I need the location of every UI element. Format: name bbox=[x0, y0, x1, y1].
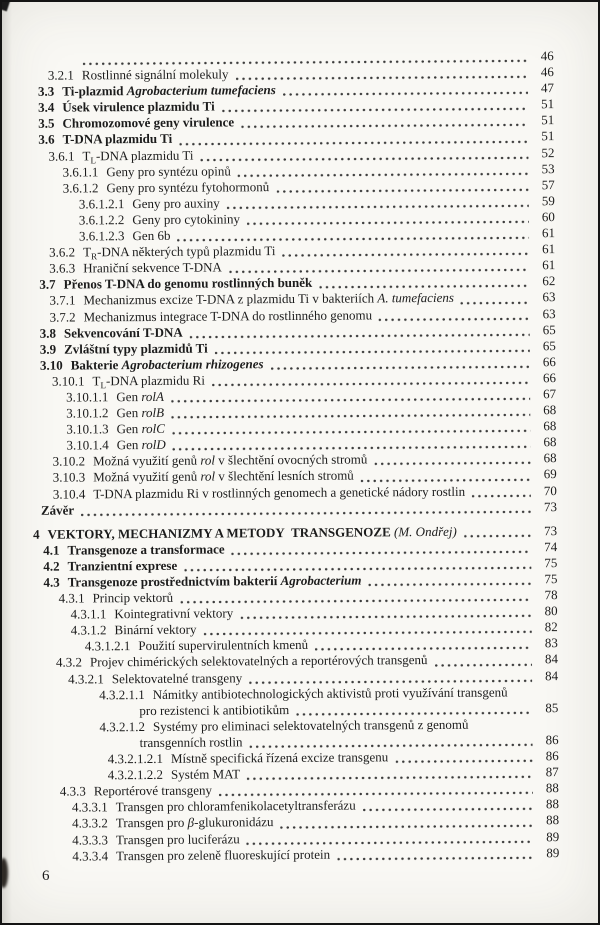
label-segment: Použití supervirulentních kmenů bbox=[138, 637, 309, 654]
label-segment: Systémy pro eliminaci selektovatelných transgenů z genomů bbox=[152, 716, 469, 734]
dot-leader bbox=[337, 856, 533, 860]
entry-label bbox=[116, 846, 330, 864]
entry-label bbox=[140, 734, 243, 751]
page-number: 83 bbox=[544, 635, 558, 651]
entry-number: 3.7 bbox=[39, 276, 56, 293]
page-number: 68 bbox=[543, 434, 557, 450]
label-segment: -DNA plazmidu Ri bbox=[105, 372, 205, 389]
entry-label bbox=[83, 243, 275, 260]
entry-label bbox=[48, 524, 457, 543]
entry-label bbox=[83, 290, 454, 309]
label-segment: Zvláštní typy plazmidů Ti bbox=[64, 340, 208, 357]
entry-number: 3.4 bbox=[38, 99, 55, 116]
page-number: 65 bbox=[542, 321, 556, 337]
page-number: 68 bbox=[543, 418, 557, 434]
entry-label bbox=[64, 324, 183, 341]
dot-leader bbox=[281, 824, 534, 829]
label-segment: Geny pro auxiny bbox=[132, 195, 220, 211]
label-segment: Geny pro syntézu fytohormonů bbox=[106, 178, 270, 196]
entry-number: 3.2.1 bbox=[47, 67, 74, 83]
label-segment: Možná využití genů bbox=[93, 469, 201, 485]
label-segment: v šlechtění ovocných stromů bbox=[214, 451, 368, 468]
entry-number: 3.6 bbox=[38, 132, 55, 148]
dot-leader bbox=[435, 663, 533, 667]
scan-corner-artifact bbox=[0, 0, 11, 11]
dot-leader bbox=[464, 534, 531, 537]
label-segment: Hraniční sekvence T-DNA bbox=[83, 259, 222, 276]
entry-label bbox=[139, 702, 289, 719]
entry-number: 4.3.1.1 bbox=[70, 606, 107, 622]
entry-label bbox=[132, 228, 170, 244]
label-segment: Princip vektorů bbox=[92, 589, 174, 606]
label-segment: L bbox=[90, 154, 96, 165]
entry-label bbox=[82, 147, 193, 164]
entry-label bbox=[64, 340, 208, 357]
entry-label bbox=[116, 831, 240, 848]
label-segment: Mechanizmus excize T-DNA z plazmidu Ti v bakteriích bbox=[83, 290, 378, 308]
entry-label bbox=[90, 653, 428, 671]
entry-label bbox=[116, 389, 164, 405]
label-segment: Transgenoze a transformace bbox=[67, 541, 225, 558]
label-segment: rolC bbox=[141, 421, 165, 437]
label-segment: R bbox=[91, 251, 98, 262]
toc-list bbox=[0, 48, 559, 865]
label-segment: T bbox=[92, 373, 101, 389]
page-number: 86 bbox=[545, 748, 559, 764]
dot-leader bbox=[374, 462, 530, 466]
label-segment: Transgen pro luciferázu bbox=[115, 830, 240, 847]
label-segment: Agrobacterium bbox=[280, 572, 362, 589]
entry-number: 4.3.2.1.1 bbox=[99, 686, 145, 702]
label-segment: Projev chimérických selektovatelných a reportérových transgenů bbox=[89, 652, 428, 670]
page-number: 67 bbox=[543, 386, 557, 402]
entry-number: 4.3.3.2 bbox=[72, 815, 108, 831]
label-segment: Transgen pro bbox=[115, 815, 188, 831]
label-segment: rol bbox=[200, 452, 216, 468]
dot-leader bbox=[395, 759, 532, 763]
label-segment: rolA bbox=[141, 388, 165, 404]
page-number: 62 bbox=[542, 273, 556, 289]
page-number: 65 bbox=[542, 337, 556, 353]
dot-leader bbox=[283, 253, 530, 258]
label-segment: T-DNA plazmidu Ti bbox=[62, 131, 173, 148]
entry-number: 4.3.3.1 bbox=[71, 799, 108, 815]
entry-label bbox=[116, 798, 356, 816]
page-number: 61 bbox=[541, 225, 556, 241]
entry-number: 4.3.2.1 bbox=[68, 670, 104, 687]
entry-number: 4.3 bbox=[43, 574, 60, 590]
label-segment: VEKTORY, MECHANIZMY A METODY TRANSGENOZE bbox=[47, 523, 395, 542]
entry-label bbox=[132, 211, 240, 228]
label-segment: Selektovatelné transgeny bbox=[111, 669, 243, 686]
page-number: 85 bbox=[545, 699, 559, 715]
entry-number: 3.8 bbox=[39, 325, 56, 341]
label-segment: rolB bbox=[141, 404, 165, 421]
entry-label bbox=[116, 405, 164, 421]
entry-number: 3.7.2 bbox=[49, 308, 76, 325]
entry-label bbox=[67, 541, 224, 558]
entry-label bbox=[62, 82, 276, 100]
entry-label bbox=[117, 421, 165, 437]
page-number: 46 bbox=[540, 48, 554, 64]
page-number: 88 bbox=[545, 796, 560, 812]
page-number: 68 bbox=[543, 402, 557, 418]
entry-number: 3.7.1 bbox=[49, 292, 76, 309]
entry-label bbox=[82, 67, 229, 84]
entry-number: 4.3.3.4 bbox=[72, 847, 109, 864]
label-segment: Přenos T-DNA do genomu rostlinných buněk bbox=[63, 275, 313, 292]
entry-number: 3.6.3 bbox=[49, 260, 76, 276]
entry-label bbox=[138, 637, 308, 654]
label-segment: Agrobacterium rhizogenes bbox=[121, 355, 264, 372]
page-number: 51 bbox=[541, 128, 555, 144]
dot-leader bbox=[472, 494, 531, 497]
label-segment: T bbox=[83, 244, 92, 260]
label-segment: Binární vektory bbox=[114, 621, 197, 638]
page-number: 74 bbox=[544, 538, 558, 555]
dot-leader bbox=[249, 743, 532, 748]
entry-label bbox=[117, 437, 166, 453]
label-segment: pro rezistenci k antibiotikům bbox=[139, 701, 290, 718]
entry-number: 3.6.2 bbox=[49, 244, 76, 260]
label-segment: Reportérové transgeny bbox=[93, 782, 212, 799]
label-segment: Systém MAT bbox=[170, 766, 241, 782]
page-number: 78 bbox=[544, 587, 558, 603]
label-segment: Ti-plazmid bbox=[62, 83, 127, 99]
entry-number: 4.3.2.1.2 bbox=[99, 718, 145, 735]
entry-number: 3.10.2 bbox=[52, 453, 86, 469]
entry-number: 3.10.1.1 bbox=[66, 389, 109, 405]
entry-number: 3.6.1.2.1 bbox=[78, 195, 125, 212]
entry-label bbox=[68, 558, 178, 575]
entry-label bbox=[112, 670, 242, 687]
page-number: 47 bbox=[540, 80, 555, 96]
entry-number: 4.3.1.2 bbox=[70, 622, 107, 638]
page-number: 88 bbox=[545, 780, 559, 796]
entry-number: 4 bbox=[33, 526, 40, 542]
page-number: 63 bbox=[542, 289, 556, 305]
label-segment: Možná využití genů bbox=[93, 452, 201, 469]
entry-number: 3.10.1.3 bbox=[66, 421, 109, 437]
dot-leader bbox=[276, 188, 528, 193]
entry-number: 3.10 bbox=[39, 357, 63, 373]
entry-number: 4.3.1.2.1 bbox=[84, 638, 131, 654]
dot-leader bbox=[319, 285, 529, 289]
entry-number: 3.6.1.2.3 bbox=[78, 228, 125, 244]
entry-number: 3.10.1 bbox=[51, 373, 85, 389]
entry-label bbox=[93, 468, 354, 486]
entry-number: 3.10.3 bbox=[52, 469, 86, 486]
entry-label bbox=[93, 452, 367, 470]
page-number: 61 bbox=[542, 257, 556, 273]
entry-label bbox=[62, 115, 234, 132]
label-segment: T-DNA plazmidu Ri v rostlinných genomech a genetické nádory rostlin bbox=[93, 483, 466, 501]
label-segment: Mechanizmus integrace T-DNA do rostlinného genomu bbox=[83, 306, 373, 324]
dot-leader bbox=[241, 124, 528, 129]
page-number: 75 bbox=[544, 571, 558, 587]
label-segment: Závěr bbox=[40, 502, 75, 518]
entry-label bbox=[106, 179, 269, 196]
entry-label bbox=[62, 99, 214, 116]
entry-number: 4.3.1 bbox=[58, 590, 85, 606]
page-number: 84 bbox=[545, 667, 559, 683]
entry-number: 3.10.4 bbox=[52, 485, 86, 502]
entry-number: 3.6.1.2.2 bbox=[78, 212, 125, 228]
entry-number: 4.3.3 bbox=[59, 783, 86, 799]
entry-label bbox=[153, 717, 469, 735]
entry-label bbox=[64, 275, 313, 293]
entry-number: 3.10.1.2 bbox=[66, 405, 109, 421]
page-number: 51 bbox=[541, 112, 555, 128]
entry-number: 3.3 bbox=[37, 83, 55, 99]
page-number: 86 bbox=[545, 732, 559, 748]
page-number: 89 bbox=[546, 828, 560, 844]
page-number: 69 bbox=[543, 466, 557, 482]
page-number: 52 bbox=[541, 144, 555, 160]
dot-leader bbox=[247, 776, 533, 781]
label-segment: A. tumefaciens bbox=[377, 290, 454, 306]
label-segment: Gen 6b bbox=[132, 227, 171, 244]
page-number: 66 bbox=[542, 370, 557, 386]
label-segment: Sekvencování T-DNA bbox=[63, 324, 183, 341]
entry-label bbox=[93, 483, 465, 502]
dot-leader bbox=[236, 76, 528, 81]
entry-number: 3.6.1.2 bbox=[62, 180, 99, 196]
label-segment: Transgen pro chloramfenikolacetyltransferázu bbox=[115, 797, 356, 815]
label-segment: -DNA plazmidu Ti bbox=[95, 147, 194, 163]
toc-entry bbox=[5, 845, 559, 865]
entry-label bbox=[92, 372, 205, 389]
entry-number: 3.10.1.4 bbox=[66, 437, 109, 453]
label-segment: Námitky antibiotechnologických aktivistů proti využívání transgenů bbox=[152, 684, 508, 702]
page-number: 73 bbox=[544, 522, 558, 538]
label-segment: Místně specifická řízená excize transgenu bbox=[170, 749, 389, 766]
page-number: 51 bbox=[541, 96, 555, 112]
entry-label bbox=[63, 131, 173, 148]
dot-leader bbox=[283, 92, 528, 97]
dot-leader bbox=[369, 582, 532, 586]
dot-leader bbox=[379, 317, 530, 321]
label-segment: (M. Ondřej) bbox=[393, 523, 457, 539]
dot-leader bbox=[271, 365, 530, 370]
entry-label bbox=[132, 195, 219, 212]
dot-leader bbox=[247, 220, 529, 225]
entry-label bbox=[68, 572, 362, 590]
page-number: 75 bbox=[544, 555, 558, 571]
dot-leader bbox=[238, 172, 529, 177]
label-segment: Gen bbox=[116, 437, 142, 453]
label-segment: rolD bbox=[141, 437, 166, 453]
page-number: 57 bbox=[541, 176, 555, 192]
page-number: 70 bbox=[543, 482, 557, 498]
page-number: 89 bbox=[546, 844, 560, 860]
label-segment: Chromozomové geny virulence bbox=[62, 114, 235, 131]
page-number: 87 bbox=[545, 764, 559, 780]
entry-number: 4.1 bbox=[43, 542, 60, 558]
page-number: 66 bbox=[542, 353, 556, 370]
dot-leader bbox=[296, 711, 532, 716]
entry-number: 4.3.2 bbox=[55, 654, 83, 671]
entry-number: 4.2 bbox=[43, 558, 60, 574]
label-segment: Transgen pro zeleně fluoreskující protein bbox=[116, 846, 331, 863]
label-segment: L bbox=[100, 380, 107, 391]
page-number: 53 bbox=[541, 160, 555, 176]
entry-label bbox=[153, 684, 508, 703]
label-segment: Gen bbox=[116, 421, 142, 437]
label-segment: -DNA některých typů plazmidu Ti bbox=[97, 243, 276, 260]
label-segment: Geny pro syntézu opinů bbox=[106, 163, 231, 179]
entry-label bbox=[171, 766, 240, 783]
page-number: 68 bbox=[543, 450, 557, 466]
page-number: 61 bbox=[542, 241, 556, 257]
page-footer-number: 6 bbox=[42, 868, 50, 884]
dot-leader bbox=[461, 301, 530, 304]
entry-number: 4.3.2.1.2.2 bbox=[107, 767, 164, 783]
entry-number: 4.3.3.3 bbox=[72, 831, 109, 848]
entry-label bbox=[106, 163, 231, 180]
page-number: 63 bbox=[542, 305, 556, 321]
dot-leader bbox=[249, 679, 532, 684]
page-number: 59 bbox=[541, 192, 555, 209]
entry-label bbox=[92, 590, 173, 607]
label-segment: Agrobacterium tumefaciens bbox=[126, 82, 276, 99]
toc-entry bbox=[3, 499, 557, 519]
label-segment: Bakterie bbox=[70, 356, 122, 373]
page-number: 84 bbox=[544, 651, 559, 667]
page-number: 60 bbox=[541, 209, 555, 225]
page-number: 88 bbox=[546, 812, 560, 828]
label-segment: Transgenoze prostřednictvím bakterií bbox=[67, 573, 281, 590]
label-segment: β bbox=[187, 815, 195, 831]
dot-leader bbox=[81, 510, 531, 516]
entry-label bbox=[71, 356, 264, 373]
dot-leader bbox=[247, 840, 534, 845]
entry-label bbox=[171, 749, 388, 767]
page-number: 46 bbox=[540, 64, 554, 80]
label-segment: Tranzientní exprese bbox=[67, 557, 178, 574]
entry-label bbox=[116, 815, 274, 832]
dot-leader bbox=[315, 647, 532, 652]
entry-label bbox=[41, 502, 74, 518]
label-segment: rol bbox=[200, 468, 216, 485]
label-segment: Geny pro cytokininy bbox=[132, 211, 241, 228]
entry-label bbox=[83, 260, 222, 277]
entry-number: 3.6.1.1 bbox=[62, 163, 99, 180]
entry-number: 3.9 bbox=[39, 341, 57, 357]
page-number: 80 bbox=[544, 603, 558, 619]
label-segment: T bbox=[82, 147, 91, 163]
label-segment: Gen bbox=[116, 405, 142, 421]
label-segment: v šlechtění lesních stromů bbox=[215, 467, 354, 484]
dot-leader bbox=[361, 478, 531, 482]
label-segment: Kointegrativní vektory bbox=[114, 605, 234, 622]
label-segment: Rostlinné signální molekuly bbox=[81, 66, 229, 83]
label-segment: -glukuronidázu bbox=[194, 814, 274, 831]
entry-label bbox=[84, 307, 373, 325]
entry-label bbox=[114, 606, 233, 623]
entry-label bbox=[94, 783, 212, 800]
label-segment: Gen bbox=[116, 388, 142, 405]
label-segment: transgenních rostlin bbox=[139, 734, 243, 750]
page-number: 82 bbox=[544, 619, 558, 635]
dot-leader bbox=[240, 615, 531, 620]
dot-leader bbox=[363, 808, 533, 812]
page-number: 73 bbox=[543, 498, 557, 514]
entry-label bbox=[114, 622, 196, 639]
entry-number: 3.5 bbox=[38, 116, 55, 132]
label-segment: Úsek virulence plazmidu Ti bbox=[62, 98, 215, 115]
entry-number: 4.3.2.1.2.1 bbox=[107, 750, 163, 767]
entry-number: 3.6.1 bbox=[48, 148, 75, 164]
